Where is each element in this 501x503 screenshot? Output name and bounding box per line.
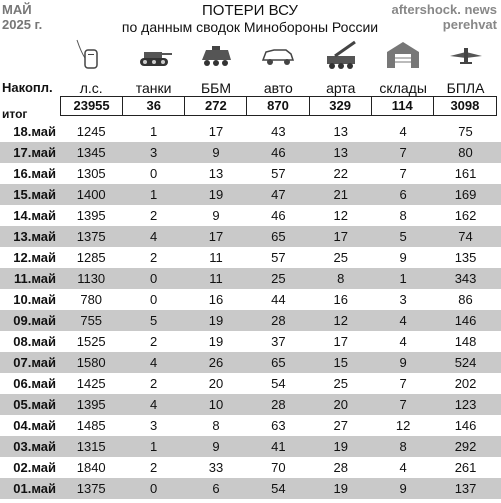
table-cell: 261 — [454, 460, 477, 475]
table-cell: 137 — [454, 481, 477, 496]
table-cell: 4 — [149, 397, 158, 412]
row-date: 17.май — [13, 145, 56, 160]
row-cells — [60, 481, 497, 496]
table-cell: 12 — [395, 418, 411, 433]
table-cell: 3 — [149, 145, 158, 160]
table-cell: 1345 — [76, 145, 106, 160]
table-cell: 19 — [208, 334, 224, 349]
table-cell: 19 — [208, 187, 224, 202]
table-cell: 54 — [271, 481, 286, 496]
table-cell: 1 — [399, 271, 407, 286]
table-row — [0, 352, 501, 373]
table-cell: 8 — [212, 418, 220, 433]
car-icon — [247, 36, 309, 74]
category-icons — [60, 36, 497, 74]
table-cell: 44 — [271, 292, 286, 307]
table-cell: 9 — [212, 439, 220, 454]
table-row — [0, 289, 501, 310]
table-cell: 8 — [337, 271, 345, 286]
apc-icon — [185, 36, 247, 74]
row-date: 13.май — [13, 229, 56, 244]
table-cell: 202 — [454, 376, 477, 391]
table-row — [0, 394, 501, 415]
table-row — [0, 436, 501, 457]
table-cell: 1315 — [76, 439, 106, 454]
table-cell: 10 — [208, 397, 224, 412]
table-cell: 33 — [208, 460, 224, 475]
table-row — [0, 247, 501, 268]
table-cell: 57 — [271, 250, 286, 265]
row-date: 16.май — [13, 166, 56, 181]
column-header-ifv: ББМ — [200, 80, 231, 96]
row-date: 04.май — [13, 418, 56, 433]
totals-row — [60, 96, 497, 116]
table-cell: 4 — [149, 229, 158, 244]
table-cell: 16 — [208, 292, 224, 307]
table-cell: 1840 — [76, 460, 106, 475]
table-cell: 1375 — [76, 229, 106, 244]
table-cell: 123 — [454, 397, 477, 412]
table-cell: 4 — [399, 460, 407, 475]
table-cell: 1245 — [76, 124, 106, 139]
total-personnel: 23955 — [61, 97, 123, 115]
row-cells — [60, 229, 497, 244]
table-row — [0, 163, 501, 184]
table-cell: 7 — [399, 376, 407, 391]
table-cell: 11 — [209, 250, 223, 265]
table-cell: 43 — [271, 124, 286, 139]
table-cell: 7 — [399, 145, 407, 160]
column-header-tanks: танки — [135, 80, 172, 96]
table-cell: 46 — [271, 208, 286, 223]
table-cell: 13 — [333, 145, 348, 160]
table-cell: 8 — [399, 439, 407, 454]
table-cell: 1425 — [76, 376, 106, 391]
row-date: 09.май — [13, 313, 56, 328]
table-cell: 65 — [271, 229, 286, 244]
table-cell: 75 — [458, 124, 473, 139]
row-cells — [60, 271, 497, 286]
row-cells — [60, 208, 497, 223]
table-cell: 1305 — [76, 166, 106, 181]
table-cell: 17 — [208, 229, 224, 244]
table-cell: 343 — [454, 271, 477, 286]
table-cell: 28 — [333, 460, 348, 475]
row-date: 03.май — [13, 439, 56, 454]
source-aftershock: aftershock. news — [391, 2, 497, 17]
table-row — [0, 121, 501, 142]
row-cells — [60, 313, 497, 328]
table-cell: 19 — [333, 481, 348, 496]
header-title-block — [100, 2, 400, 36]
table-cell: 17 — [333, 229, 348, 244]
total-vehicles: 870 — [247, 97, 309, 115]
table-cell: 292 — [454, 439, 477, 454]
row-cells — [60, 397, 497, 412]
table-cell: 0 — [149, 271, 158, 286]
page-subtitle: по данным сводок Минобороны России — [121, 19, 379, 35]
table-cell: 13 — [208, 166, 224, 181]
table-cell: 146 — [454, 418, 477, 433]
table-cell: 9 — [212, 145, 220, 160]
table-cell: 2 — [149, 334, 158, 349]
table-row — [0, 331, 501, 352]
table-cell: 11 — [209, 271, 223, 286]
table-cell: 65 — [271, 355, 286, 370]
totals-label: итог — [2, 107, 28, 121]
column-header-depots: склады — [379, 80, 427, 96]
source-perehvat: perehvat — [442, 17, 497, 32]
row-cells — [60, 166, 497, 181]
artillery-icon — [310, 36, 372, 74]
row-date: 05.май — [13, 397, 56, 412]
row-date: 02.май — [13, 460, 56, 475]
table-cell: 1285 — [76, 250, 106, 265]
table-cell: 1580 — [76, 355, 106, 370]
table-cell: 20 — [208, 376, 224, 391]
table-cell: 26 — [208, 355, 224, 370]
column-header-personnel: л.с. — [79, 80, 103, 96]
row-cells — [60, 250, 497, 265]
table-cell: 86 — [458, 292, 473, 307]
table-cell: 524 — [454, 355, 477, 370]
table-cell: 17 — [208, 124, 224, 139]
table-cell: 28 — [271, 397, 286, 412]
table-cell: 63 — [271, 418, 286, 433]
table-row — [0, 268, 501, 289]
table-cell: 1130 — [77, 271, 106, 286]
table-row — [0, 310, 501, 331]
table-cell: 2 — [149, 460, 158, 475]
header-month: МАЙ — [2, 2, 32, 17]
row-date: 06.май — [13, 376, 56, 391]
table-cell: 47 — [271, 187, 286, 202]
table-cell: 162 — [454, 208, 477, 223]
table-cell: 25 — [333, 250, 348, 265]
row-date: 15.май — [13, 187, 56, 202]
row-date: 01.май — [13, 481, 56, 496]
table-cell: 1 — [149, 187, 158, 202]
total-tanks: 36 — [123, 97, 185, 115]
row-cells — [60, 187, 497, 202]
table-row — [0, 184, 501, 205]
table-cell: 2 — [149, 208, 158, 223]
total-uav: 3098 — [450, 98, 480, 113]
table-cell: 169 — [454, 187, 477, 202]
table-cell: 2 — [149, 250, 158, 265]
table-cell: 4 — [399, 334, 407, 349]
table-cell: 12 — [333, 208, 348, 223]
table-cell: 16 — [333, 292, 348, 307]
table-cell: 7 — [399, 166, 407, 181]
table-cell: 41 — [271, 439, 286, 454]
row-date: 18.май — [13, 124, 56, 139]
total-artillery: 329 — [310, 97, 372, 115]
column-header-uav: БПЛА — [446, 80, 485, 96]
table-cell: 27 — [333, 418, 348, 433]
row-cells — [60, 376, 497, 391]
table-cell: 780 — [80, 292, 103, 307]
table-cell: 755 — [80, 313, 103, 328]
table-cell: 13 — [333, 124, 348, 139]
table-cell: 21 — [333, 187, 348, 202]
table-cell: 4 — [149, 355, 158, 370]
table-cell: 8 — [399, 208, 407, 223]
column-header-vehicles: авто — [263, 80, 293, 96]
table-cell: 0 — [149, 166, 158, 181]
row-cells — [60, 418, 497, 433]
table-cell: 4 — [399, 124, 407, 139]
row-label-header: Накопл. — [2, 80, 53, 95]
table-cell: 28 — [271, 313, 286, 328]
table-cell: 2 — [149, 376, 158, 391]
table-cell: 1525 — [76, 334, 106, 349]
table-cell: 1400 — [76, 187, 106, 202]
table-cell: 0 — [149, 481, 158, 496]
table-cell: 1485 — [76, 418, 106, 433]
table-cell: 1 — [149, 439, 158, 454]
row-cells — [60, 355, 497, 370]
total-ifv: 272 — [185, 97, 247, 115]
dog-tag-icon — [60, 36, 122, 74]
table-cell: 54 — [271, 376, 286, 391]
table-row — [0, 415, 501, 436]
table-cell: 148 — [454, 334, 477, 349]
table-cell: 1375 — [76, 481, 106, 496]
table-cell: 4 — [399, 313, 407, 328]
table-cell: 57 — [271, 166, 286, 181]
table-cell: 25 — [333, 376, 348, 391]
table-cell: 9 — [399, 355, 407, 370]
table-cell: 9 — [399, 481, 407, 496]
header-sources — [392, 2, 498, 32]
table-cell: 19 — [208, 313, 224, 328]
row-cells — [60, 124, 497, 139]
table-cell: 46 — [271, 145, 286, 160]
row-date: 14.май — [13, 208, 56, 223]
header-year: 2025 г. — [2, 17, 43, 32]
table-cell: 6 — [399, 187, 407, 202]
row-date: 11.май — [13, 271, 56, 286]
table-cell: 161 — [454, 166, 477, 181]
table-cell: 19 — [333, 439, 348, 454]
table-cell: 22 — [333, 166, 348, 181]
tank-icon — [122, 36, 184, 74]
table-cell: 70 — [271, 460, 286, 475]
row-date: 10.май — [13, 292, 56, 307]
table-cell: 1395 — [76, 397, 106, 412]
table-cell: 20 — [333, 397, 348, 412]
total-depots: 114 — [372, 97, 434, 115]
table-row — [0, 373, 501, 394]
row-cells — [60, 334, 497, 349]
table-row — [0, 226, 501, 247]
table-cell: 0 — [149, 292, 158, 307]
daily-losses-table — [0, 121, 501, 499]
table-cell: 3 — [399, 292, 407, 307]
table-cell: 146 — [454, 313, 477, 328]
row-cells — [60, 292, 497, 307]
table-cell: 135 — [454, 250, 477, 265]
table-row — [0, 142, 501, 163]
table-cell: 25 — [271, 271, 286, 286]
row-cells — [60, 145, 497, 160]
table-cell: 74 — [458, 229, 473, 244]
table-row — [0, 457, 501, 478]
table-cell: 15 — [333, 355, 348, 370]
row-date: 08.май — [13, 334, 56, 349]
column-header-artillery: арта — [326, 80, 356, 96]
table-cell: 80 — [458, 145, 473, 160]
table-cell: 5 — [399, 229, 407, 244]
drone-icon — [434, 36, 496, 74]
table-row — [0, 205, 501, 226]
row-date: 12.май — [13, 250, 56, 265]
row-cells — [60, 460, 497, 475]
table-cell: 9 — [212, 208, 220, 223]
table-cell: 1395 — [76, 208, 106, 223]
table-cell: 12 — [333, 313, 348, 328]
table-cell: 9 — [399, 250, 407, 265]
table-cell: 5 — [149, 313, 158, 328]
table-cell: 3 — [149, 418, 158, 433]
warehouse-icon — [372, 36, 434, 74]
table-cell: 1 — [149, 124, 158, 139]
row-cells — [60, 439, 497, 454]
page-title: ПОТЕРИ ВСУ — [202, 2, 298, 19]
table-cell: 7 — [399, 397, 407, 412]
row-date: 07.май — [13, 355, 56, 370]
table-row — [0, 478, 501, 499]
table-cell: 37 — [271, 334, 286, 349]
table-cell: 17 — [333, 334, 348, 349]
header-month-year — [2, 2, 42, 32]
column-labels — [0, 78, 501, 96]
table-cell: 6 — [212, 481, 220, 496]
